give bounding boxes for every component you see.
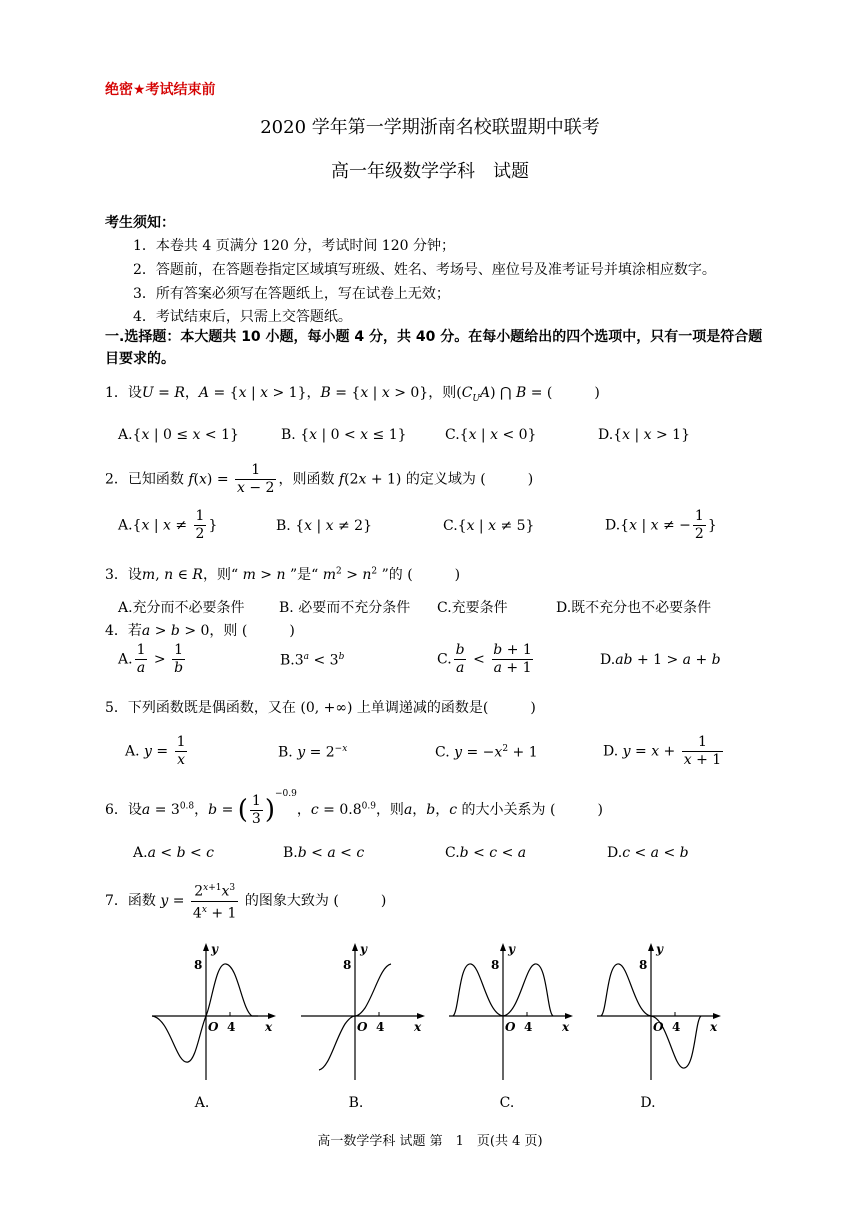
y-tick-8: 8 bbox=[343, 958, 352, 972]
q6-option-c: C.b < c < a bbox=[445, 845, 527, 861]
x-tick-4: 4 bbox=[524, 1020, 533, 1034]
exam-subtitle: 高一年级数学学科 试题 bbox=[331, 161, 529, 182]
graph-a bbox=[148, 940, 280, 1085]
y-tick-8: 8 bbox=[639, 958, 648, 972]
section-heading: 一.选择题：本大题共 10 小题，每小题 4 分，共 40 分。在每小题给出的四个选项中，只有一项是符合题目要求的。 bbox=[105, 329, 763, 367]
q6-option-a: A.a < b < c bbox=[133, 845, 215, 861]
x-axis-label: x bbox=[414, 1020, 422, 1034]
q3-option-a: A.充分而不必要条件 bbox=[118, 600, 245, 616]
x-axis-label: x bbox=[265, 1020, 273, 1034]
q5-option-b: B. $y = 2^{-x}$ bbox=[278, 744, 348, 761]
y-axis-label: y bbox=[211, 942, 218, 956]
q3-option-c: C.充要条件 bbox=[437, 600, 508, 616]
q2-option-c: C.{x | x ≠ 5} bbox=[443, 518, 535, 534]
notice-item: 4．考试结束后，只需上交答题纸。 bbox=[133, 309, 352, 325]
q3-option-d: D.既不充分也不必要条件 bbox=[556, 600, 712, 616]
q2-option-b: B. {x | x ≠ 2} bbox=[276, 518, 372, 534]
graph-d bbox=[593, 940, 725, 1085]
q4-option-b: $B.3^a < 3^b$ bbox=[280, 652, 345, 669]
y-tick-8: 8 bbox=[491, 958, 500, 972]
graph-b bbox=[297, 940, 429, 1085]
confidential-label: 绝密★考试结束前 bbox=[105, 82, 216, 98]
q1-option-b: B. {x | 0 < x ≤ 1} bbox=[281, 427, 407, 443]
y-axis-label: y bbox=[508, 942, 515, 956]
question-5: 5．下列函数既是偶函数，又在 (0, +∞) 上单调递减的函数是( ) bbox=[105, 700, 536, 716]
q4-option-d: D.ab + 1 > a + b bbox=[600, 652, 721, 668]
graph-d-label: D. bbox=[640, 1095, 656, 1111]
question-1: 1．设U = R，A = {x | x > 1}，B = {x | x > 0}，则$(C_UA)$ ⋂ B = ( ) bbox=[105, 385, 600, 404]
question-7: 7．函数 y = $\frac{2^{x+1}x^3}{4^x + 1}$ 的图象大致为 ( ) bbox=[105, 883, 387, 922]
question-3: 3．设m, n ∈ R，则“ m > n ”是“ $m^2 > n^2$ ”的 ( ) bbox=[105, 566, 461, 583]
notice-item: 3．所有答案必须写在答题纸上，写在试卷上无效； bbox=[133, 286, 450, 302]
x-tick-4: 4 bbox=[672, 1020, 681, 1034]
q6-option-b: B.b < a < c bbox=[283, 845, 365, 861]
graph-c bbox=[445, 940, 577, 1085]
graph-c-label: C. bbox=[499, 1095, 515, 1111]
q4-option-c: C. $\frac{b}{a}$ < $\frac{b + 1}{a + 1}$ bbox=[437, 642, 532, 676]
q5-option-c: C. $y = -x^2 + 1$ bbox=[435, 744, 538, 761]
page-footer: 高一数学学科 试题 第 1 页(共 4 页) bbox=[317, 1134, 543, 1149]
q5-option-d: D. y = x + $\frac{1}{x + 1}$ bbox=[603, 734, 722, 768]
q2-option-d: D.{x | x ≠ − $\frac{1}{2}$ } bbox=[605, 508, 717, 542]
question-6: 6．设$a = 3^{0.8}$，b = ( $\frac{1}{3}$ )$^{-0.9}$，$c = 0.8^{0.9}$，则a，b，c 的大小关系为 ( ) bbox=[105, 789, 603, 827]
origin-label: O bbox=[505, 1020, 516, 1034]
origin-label: O bbox=[208, 1020, 219, 1034]
notice-item: 2．答题前，在答题卷指定区域填写班级、姓名、考场号、座位号及准考证号并填涂相应数字。 bbox=[133, 262, 716, 278]
q5-option-a: A. y = $\frac{1}{x}$ bbox=[125, 734, 186, 768]
notice-heading: 考生须知： bbox=[105, 215, 175, 231]
x-tick-4: 4 bbox=[227, 1020, 236, 1034]
x-axis-label: x bbox=[562, 1020, 570, 1034]
question-4: 4．若a > b > 0，则 ( ) bbox=[105, 623, 295, 639]
q1-option-a: A.{x | 0 ≤ x < 1} bbox=[118, 427, 239, 443]
q4-option-a: A. $\frac{1}{a}$ > $\frac{1}{b}$ bbox=[118, 642, 184, 676]
exam-title: 2020 学年第一学期浙南名校联盟期中联考 bbox=[260, 117, 600, 138]
y-axis-label: y bbox=[360, 942, 367, 956]
origin-label: O bbox=[357, 1020, 368, 1034]
q1-option-d: D.{x | x > 1} bbox=[598, 427, 690, 443]
question-2: 2．已知函数 f(x) = $\frac{1}{x - 2}$ ，则函数 f(2x + 1) 的定义域为 ( ) bbox=[105, 462, 534, 496]
y-tick-8: 8 bbox=[194, 958, 203, 972]
x-axis-label: x bbox=[710, 1020, 718, 1034]
q2-option-a: A.{x | x ≠ $\frac{1}{2}$ } bbox=[118, 508, 218, 542]
notice-item: 1．本卷共 4 页满分 120 分，考试时间 120 分钟； bbox=[133, 238, 455, 254]
graph-b-label: B. bbox=[348, 1095, 364, 1111]
origin-label: O bbox=[653, 1020, 664, 1034]
y-axis-label: y bbox=[656, 942, 663, 956]
q6-option-d: D.c < a < b bbox=[607, 845, 689, 861]
x-tick-4: 4 bbox=[376, 1020, 385, 1034]
q3-option-b: B. 必要而不充分条件 bbox=[279, 600, 411, 616]
q1-option-c: C.{x | x < 0} bbox=[445, 427, 537, 443]
graph-a-label: A. bbox=[194, 1095, 210, 1111]
